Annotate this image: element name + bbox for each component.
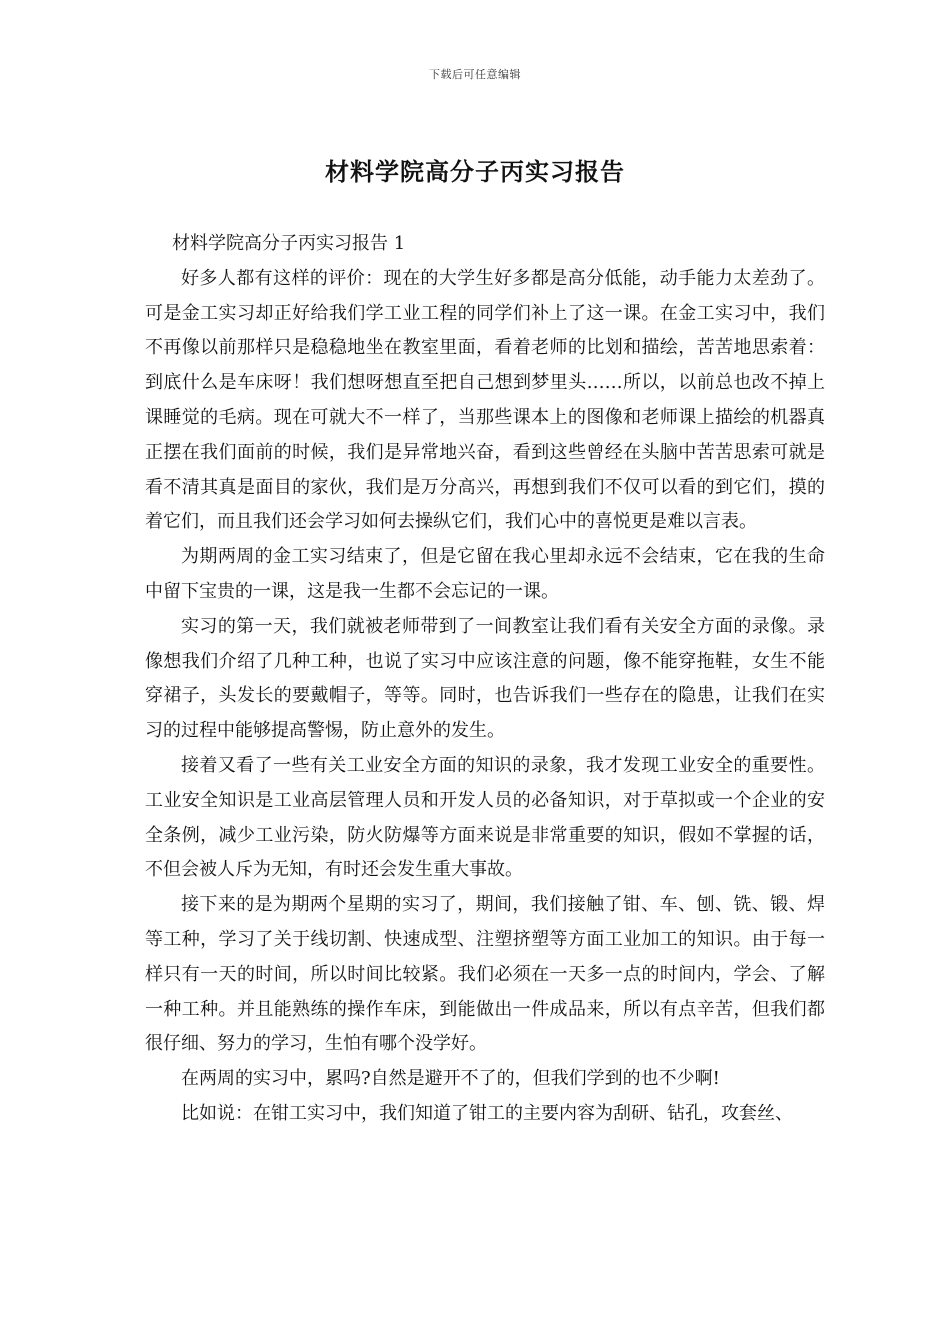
paragraph: 好多人都有这样的评价：现在的大学生好多都是高分低能，动手能力太差劲了。可是金工实习却正好给我们学工业工程的同学们补上了这一课。在金工实习中，我们不再像以前那样只是稳稳地坐在教室里面，看着老师的比划和描绘，苦苦地思索着：到底什么是车床呀！我们想呀想直至把自己想到梦里头……所以，以前总也改不掉上课睡觉的毛病。现在可就大不一样了，当那些课本上的图像和老师课上描绘的机器真正摆在我们面前的时候，我们是异常地兴奋，看到这些曾经在头脑中苦苦思索可就是看不清其真是面目的家伙，我们是万分高兴，再想到我们不仅可以看的到它们，摸的着它们，而且我们还会学习如何去操纵它们，我们心中的喜悦更是难以言表。 (145, 267, 825, 533)
document-title: 材料学院高分子丙实习报告 (325, 157, 625, 186)
paragraph: 为期两周的金工实习结束了，但是它留在我心里却永远不会结束，它在我的生命中留下宝贵的一课，这是我一生都不会忘记的一课。 (145, 546, 825, 602)
document-body (145, 227, 825, 1132)
page-header-note: 下载后可任意编辑 (429, 68, 521, 81)
report-subtitle: 材料学院高分子丙实习报告 1 (172, 233, 406, 254)
paragraph: 在两周的实习中，累吗?自然是避开不了的，但我们学到的也不少啊! (181, 1068, 720, 1090)
paragraph: 比如说：在钳工实习中，我们知道了钳工的主要内容为刮研、钻孔，攻套丝、 (181, 1102, 793, 1124)
paragraph: 接着又看了一些有关工业安全方面的知识的录象，我才发现工业安全的重要性。工业安全知识是工业高层管理人员和开发人员的必备知识，对于草拟或一个企业的安全条例，减少工业污染，防火防爆等方面来说是非常重要的知识，假如不掌握的话，不但会被人斥为无知，有时还会发生重大事故。 (145, 754, 825, 881)
paragraph: 接下来的是为期两个星期的实习了，期间，我们接触了钳、车、刨、铣、锻、焊等工种，学习了关于线切割、快速成型、注塑挤塑等方面工业加工的知识。由于每一样只有一天的时间，所以时间比较紧。我们必须在一天多一点的时间内，学会、了解一种工种。并且能熟练的操作车床，到能做出一件成品来，所以有点辛苦，但我们都很仔细、努力的学习，生怕有哪个没学好。 (145, 894, 825, 1055)
paragraph: 实习的第一天，我们就被老师带到了一间教室让我们看有关安全方面的录像。录像想我们介绍了几种工种，也说了实习中应该注意的问题，像不能穿拖鞋，女生不能穿裙子，头发长的要戴帽子，等等。同时，也告诉我们一些存在的隐患，让我们在实习的过程中能够提高警惕，防止意外的发生。 (145, 615, 825, 742)
